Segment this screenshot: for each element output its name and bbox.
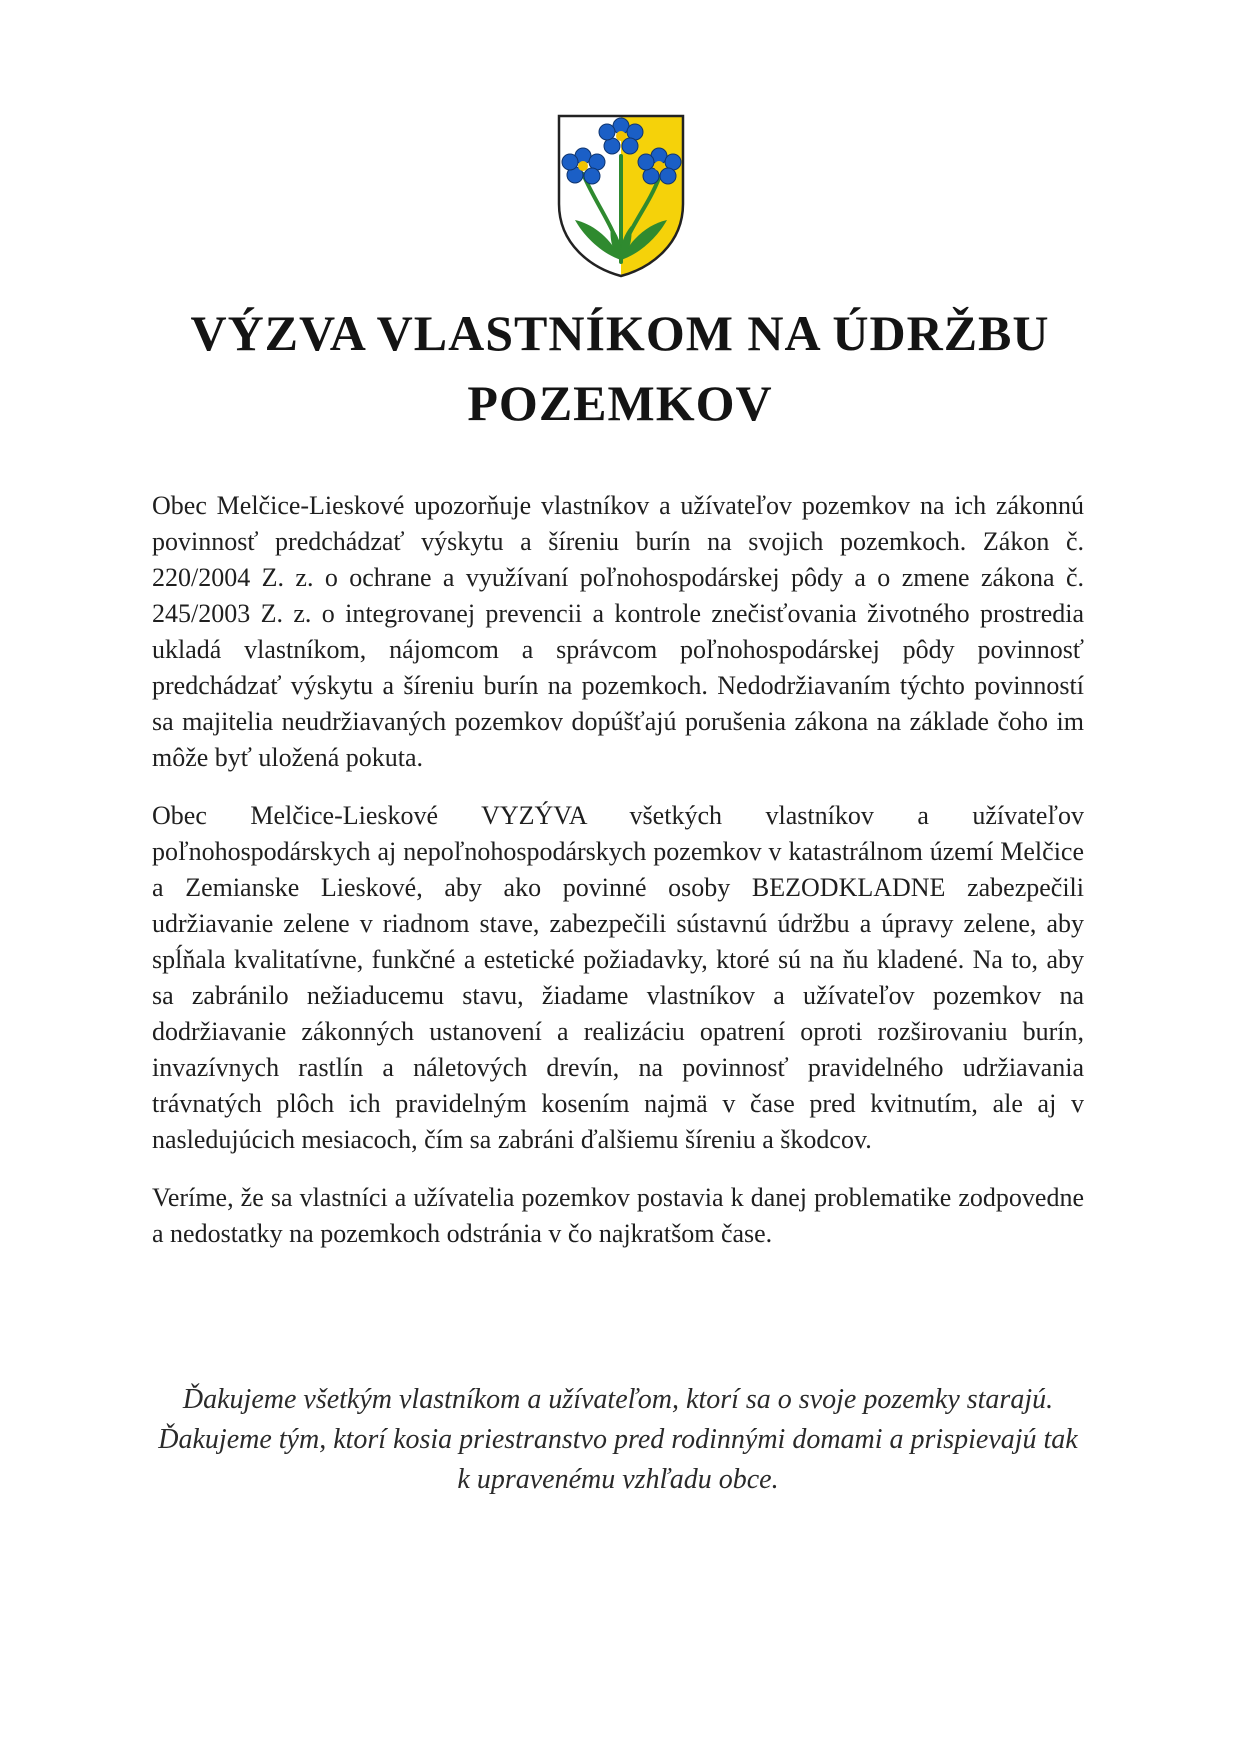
title-line-2: POZEMKOV [467, 375, 773, 431]
page-title [120, 298, 1120, 438]
municipal-coat-of-arms-icon [555, 112, 687, 280]
closing-thanks: Ďakujeme všetkým vlastníkom a užívateľom, ktorí sa o svoje pozemky starajú. Ďakujeme tým, ktorí kosia priestranstvo pred rodinnými domami a prispievajú tak k upravenému vzhľadu obce. [158, 1384, 1078, 1495]
title-line-1: VÝZVA VLASTNÍKOM NA ÚDRŽBU [190, 305, 1050, 361]
paragraph-call-to-owners: Obec Melčice-Lieskové VYZÝVA všetkých vlastníkov a užívateľov poľnohospodárskych aj nepoľnohospodárskych pozemkov v katastrálnom území Melčice a Zemianske Lieskové, aby ako povinné osoby BEZODKLADNE zabezpečili udržiavanie zelene v riadnom stave, zabezpečili sústavnú údržbu a úpravy zelene, aby spĺňala kvalitatívne, funkčné a estetické požiadavky, ktoré sú na ňu kladené. Na to, aby sa zabránilo nežiaducemu stavu, žiadame vlastníkov a užívateľov pozemkov na dodržiavanie zákonných ustanovení a realizáciu opatrení oproti rozširovaniu burín, invazívnych rastlín a náletových drevín, na povinnosť pravidelného udržiavania trávnatých plôch ich pravidelným kosením najmä v čase pred kvitnutím, ale aj v nasledujúcich mesiacoch, čím sa zabráni ďalšiemu šíreniu a škodcov. [152, 801, 1084, 1154]
paragraph-expectation: Veríme, že sa vlastníci a užívatelia pozemkov postavia k danej problematike zodpovedne a nedostatky na pozemkoch odstránia v čo najkratšom čase. [152, 1183, 1084, 1248]
notice-body [152, 488, 1084, 1274]
paragraph-legal-obligation: Obec Melčice-Lieskové upozorňuje vlastníkov a užívateľov pozemkov na ich zákonnú povinnosť predchádzať výskytu a šíreniu burín na svojich pozemkoch. Zákon č. 220/2004 Z. z. o ochrane a využívaní poľnohospodárskej pôdy a o zmene zákona č. 245/2003 Z. z. o integrovanej prevencii a kontrole znečisťovania životného prostredia ukladá vlastníkom, nájomcom a správcom poľnohospodárskej pôdy povinnosť predchádzať výskytu a šíreniu burín na pozemkoch. Nedodržiavaním týchto povinností sa majitelia neudržiavaných pozemkov dopúšťajú porušenia zákona na základe čoho im môže byť uložená pokuta. [152, 491, 1084, 772]
